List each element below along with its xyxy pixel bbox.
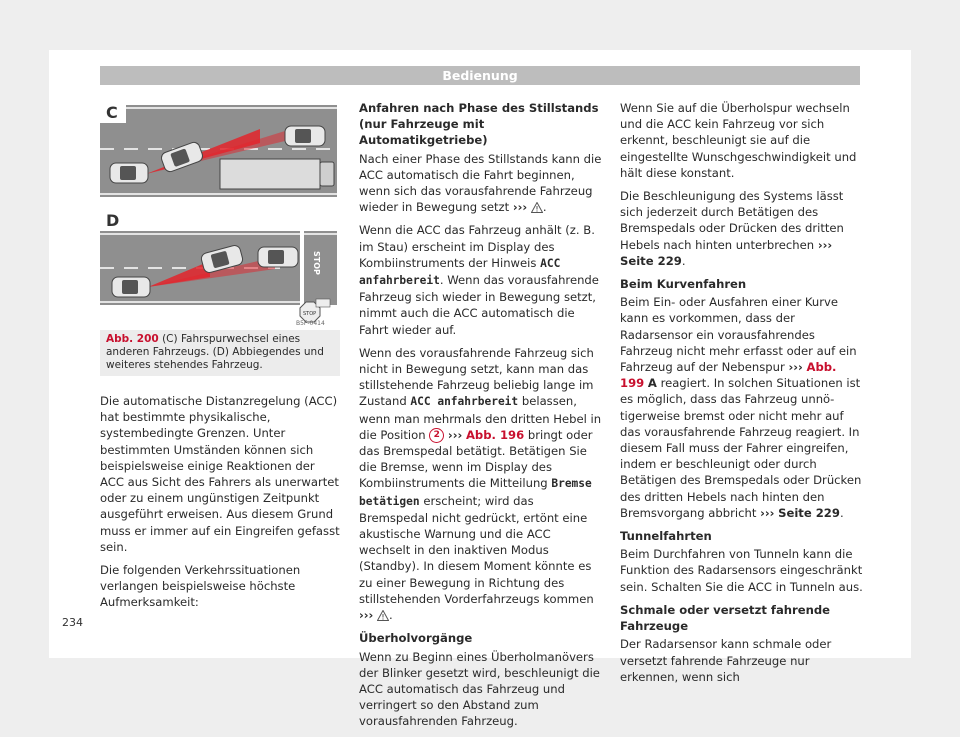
page-reference-link[interactable]: Seite 229 bbox=[620, 253, 682, 268]
column-2 bbox=[359, 100, 603, 737]
heading-kurvenfahren: Beim Kurvenfahren bbox=[620, 277, 747, 292]
reference-arrows: ››› bbox=[512, 200, 528, 215]
paragraph: Wenn des vorausfahrende Fahrzeug sich nicht in Bewegung setzt, kann man das stillstehende Fahrzeug beliebig lange im Zustand ACC anfahrbereit belassen, wenn man mehrmals den dritten Hebel in die Position 2 ››› Abb. 196 bringt oder das Bremspedal betätigt. Betätigen Sie die Bremse, wenn im Display des Kombiinstruments die Mitteilung Bremse betätigen erscheint; wird das Bremspedal nicht gedrückt, ertönt eine akustische Warnung und die ACC wechselt in den inaktiven Modus (Standby). In diesem Moment könnte es zu einer Bewegung in Richtung des stillstehenden Vorderfahrzeugs kommen ››› . bbox=[359, 345, 602, 623]
svg-text:STOP: STOP bbox=[303, 311, 317, 317]
heading-anfahren: Anfahren nach Phase des Stillstands (nur Fahrzeuge mit Automatikgetriebe) bbox=[359, 101, 599, 148]
panel-label-d: D bbox=[106, 211, 120, 230]
paragraph: Wenn die ACC das Fahrzeug anhält (z. B. im Stau) erscheint im Display des Kombiinstruments der Hinweis ACC anfahrbereit. Wenn das vorausfahrende Fahrzeug sich wieder in Bewegung setzt, nimmt auch die ACC automatisch die Fahrt wieder auf. bbox=[359, 223, 599, 337]
display-message: Bremse betätigen bbox=[359, 477, 592, 508]
display-message: ACC anfahrbereit bbox=[359, 256, 561, 288]
paragraph: Beim Durchfahren von Tunneln kann die Funktion des Radarsensors eingeschränkt sein. Schalten Sie die ACC in Tunneln aus. bbox=[620, 547, 863, 594]
car-stopped-d bbox=[258, 247, 298, 267]
paragraph: Beim Ein- oder Ausfahren einer Kurve kann es vorkommen, dass der Radarsensor ein vorausfahrendes Fahrzeug nicht mehr erfasst oder auf ein Fahrzeug auf der Nebenspur ››› Abb. 199 A reagiert. In solchen Situationen ist es möglich, dass das Fahrzeug unnötigerweise bremst oder nicht mehr auf das vorausfahrende Fahrzeug reagiert. In diesem Fall muss der Fahrer eingreifen, indem er beschleunigt oder durch Betätigen des Bremspedals oder Drücken des dritten Hebels nach hinten den Bremsvorgang abbricht ››› Seite 229. bbox=[620, 295, 862, 520]
figure-reference-link[interactable]: Abb. 196 bbox=[465, 427, 525, 442]
paragraph: Die automatische Distanzregelung (ACC) hat bestimmte physikalische, systembedingte Grenzen. Unter bestimmten Umständen können sich beispielsweise einige Reaktionen der ACC aus Sicht des Fahrers als unerwartet oder zu einem ungünstigen Zeitpunkt ausgeführt erweisen. Aus diesem Grund muss er immer auf ein Eingreifen gefasst sein. bbox=[100, 394, 340, 554]
figure-illustration bbox=[100, 99, 337, 327]
heading-ueberholvorgaenge: Überholvorgänge bbox=[359, 631, 473, 646]
caption-text: (C) Fahrspurwechsel eines anderen Fahrzeugs. (D) Abbiegendes und weiteres stehendes Fahrzeug. bbox=[106, 333, 324, 371]
heading-schmale-fahrzeuge: Schmale oder versetzt fahrende Fahrzeuge bbox=[620, 602, 831, 634]
car-ego-c bbox=[110, 163, 148, 183]
paragraph: Wenn zu Beginn eines Überholmanövers der Blinker gesetzt wird, beschleunigt die ACC automatisch das Fahrzeug und verringert so den Abstand zum vorausfahrenden Fahrzeug. bbox=[359, 649, 600, 729]
figure-abb-200 bbox=[100, 99, 337, 327]
figure-caption bbox=[100, 330, 340, 376]
figure-letter: A bbox=[647, 376, 657, 391]
warning-icon bbox=[531, 202, 543, 213]
figure-code: B5F-0414 bbox=[296, 320, 325, 327]
page-reference-link[interactable]: Seite 229 bbox=[778, 505, 840, 520]
display-message: ACC anfahrbereit bbox=[410, 395, 519, 409]
car-ego-d bbox=[112, 277, 150, 297]
car-front-c bbox=[285, 126, 325, 146]
section-title: Bedienung bbox=[442, 68, 518, 83]
page-number: 234 bbox=[62, 616, 83, 629]
paragraph: Der Radarsensor kann schmale oder versetzt fahrende Fahrzeuge nur erkennen, wenn sich bbox=[620, 637, 832, 684]
warning-icon bbox=[377, 610, 389, 621]
position-marker: 2 bbox=[429, 428, 444, 443]
figure-reference-link[interactable]: Abb. 199 bbox=[620, 360, 837, 391]
column-1 bbox=[100, 393, 340, 618]
heading-tunnelfahrten: Tunnelfahrten bbox=[620, 529, 712, 544]
panel-label-c: C bbox=[106, 103, 118, 122]
road-stop-text: STOP bbox=[312, 251, 321, 275]
paragraph: Die folgenden Verkehrssituationen verlangen beispielsweise höchste Aufmerksamkeit: bbox=[100, 563, 301, 610]
column-3 bbox=[620, 100, 864, 692]
truck-c bbox=[220, 159, 334, 189]
paragraph: Wenn Sie auf die Überholspur wechseln und die ACC kein Fahrzeug vor sich erkennt, beschleunigt sie auf die eingestellte Wunschgeschwindigkeit und hält diese konstant. bbox=[620, 101, 857, 180]
paragraph: Nach einer Phase des Stillstands kann die ACC automatisch die Fahrt beginnen, wenn sich das vorausfahrende Fahrzeug wieder in Bewegung setzt ››› . bbox=[359, 151, 602, 215]
paragraph: Die Beschleunigung des Systems lässt sich jederzeit durch Betätigen des Bremspedals oder Drücken des dritten Hebels nach hinten unterbrechen ››› Seite 229. bbox=[620, 189, 844, 268]
section-header bbox=[100, 66, 860, 85]
caption-label: Abb. 200 bbox=[106, 333, 159, 345]
